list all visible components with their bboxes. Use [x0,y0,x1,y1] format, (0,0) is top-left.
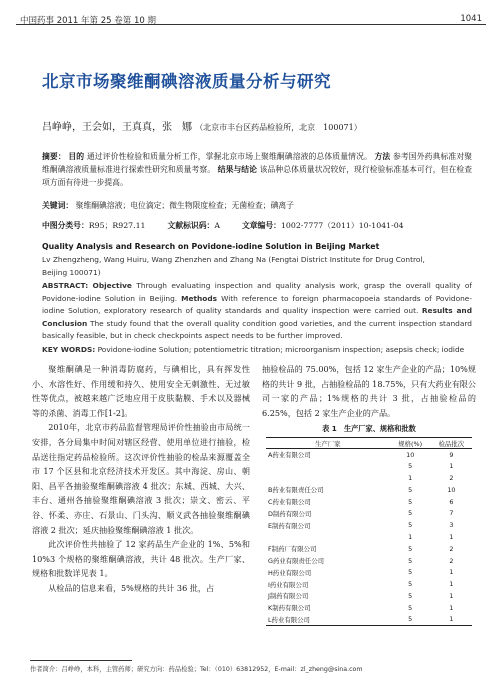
english-keywords [42,344,472,357]
clc-label: 中图分类号： [42,221,89,230]
cell-spec: 5 [408,568,413,577]
en-objective-text: Through evaluating inspection and quality analysis work, grasp the overall quality of Povidone-iodine Solution in Beijing. [42,281,472,303]
english-authors-line1: Lv Zhengzheng, Wang Huiru, Wang Zhenzhen and Zhang Na (Fengtai District Institute for Drug Control, [42,255,425,264]
cell-spec: 5 [408,497,413,506]
col-header-batches: 检品批次 [438,439,465,448]
table-row [266,555,472,567]
cell-batches: 1 [449,580,454,589]
table-row [266,507,472,519]
cell-manufacturer: C药业有限公司 [268,498,311,507]
footnote-rule [30,660,132,661]
cell-spec: 5 [408,462,413,471]
en-keywords-text: Povidone-iodine Solution; potentiometric titration; microorganism inspection; asepsis check; iodide [97,345,465,354]
article-no-label: 文章编号： [241,221,281,230]
cell-batches: 1 [449,603,454,612]
purpose-text: 通过评价性检验和质量分析工作，掌握北京市场上聚维酮碘溶液的总体质量情况。 [86,152,372,161]
cell-manufacturer: I药业有限公司 [268,580,309,589]
clc-field [42,219,146,232]
body-right-column [262,362,476,420]
cell-batches: 1 [449,462,454,471]
cell-batches: 3 [449,521,454,530]
table-title: 表 1 生产厂家、规格和批数 [322,424,416,433]
table-body [266,449,472,626]
en-methods-label: Methods [181,293,218,303]
abstract-label: 摘要： [42,152,66,161]
english-authors-line2: Beijing 100071) [42,267,101,277]
result-label: 结果与结论 [217,165,258,174]
table-row [266,484,472,496]
table-row [266,602,472,614]
doc-code-label: 文献标识码： [167,221,215,230]
page-number: 1041 [460,14,482,24]
cell-spec: 5 [408,603,413,612]
table-row [266,543,472,555]
cell-manufacturer: F制药厂有限公司 [268,545,317,554]
keywords-cn [42,199,472,212]
table-row [266,531,472,543]
table-row [266,590,472,602]
cell-spec: 5 [408,580,413,589]
table-row [266,472,472,484]
body-paragraph: 2010年，北京市药品监督管理局评价性抽验由市局统一安排，各分局集中时间对辖区经营、使用单位进行抽验，检品送往指定药品检验所。这次评价性抽验的检品来源覆盖全市 17 个区县和北京经济技术开发区。其中海淀、房山、朝阳、昌平各抽验聚维酮碘溶液 4 批次；东城、西城、大兴、丰台、通州各抽验聚维酮碘溶液 3 批次；崇文、密云、平谷、怀柔、亦庄、石景山、门头沟、顺义武各抽验聚维酮碘溶液 2 批次；延庆抽验聚维酮碘溶液 1 批次。 [32,422,250,535]
table-row [266,519,472,531]
table-row [266,449,472,461]
cell-batches: 7 [449,509,454,518]
body-paragraph: 抽验检品的 75.00%，包括 12 家生产企业的产品；10%规格的共计 9 批，占抽验检品的 18.75%，只有大药业有限公司一家的产品；1%规格的共计 3 批，占抽验检品的 6.25%，包括 2 家生产企业的产品。 [262,364,476,418]
cell-manufacturer [266,460,390,472]
body-left-column [32,362,250,596]
table-header-row [266,438,472,449]
result-text: 该品种总体质量状况较好，现行检验标准基本可行，但在检查项方面有待进一步提高。 [42,165,473,187]
cell-spec: 1 [408,473,413,482]
cell-batches: 6 [449,497,454,506]
body-paragraph: 此次评价性共抽验了 12 家药品生产企业的 1%、5%和 10%3 个规格的聚维酮碘溶液，共计 48 批次。生产厂家、规格和批数详见表 1。 [32,539,250,579]
clc-value: R95；R927.11 [88,221,146,230]
doc-code-field [168,219,220,232]
cell-spec: 10 [406,450,415,459]
method-label: 方法 [374,152,391,161]
table-1 [266,437,472,626]
cell-spec: 5 [408,485,413,494]
cell-batches: 10 [447,485,456,494]
cell-manufacturer [266,531,390,543]
paper-title: 北京市场聚维酮碘溶液质量分析与研究 [42,72,331,91]
cell-manufacturer: A药业有限公司 [268,451,311,460]
en-objective-label: Objective [92,281,132,290]
header-rule [16,24,486,25]
cell-spec: 5 [408,509,413,518]
cell-batches: 1 [449,615,454,624]
author-names: 吕峥峥，王会如，王真真，张 娜 [42,122,192,133]
col-header-spec: 规格(%) [398,439,423,448]
cell-manufacturer: B药业有限责任公司 [268,486,324,495]
cell-manufacturer: H药业有限公司 [268,568,312,577]
table-row [266,460,472,472]
cell-batches: 1 [449,532,454,541]
body-paragraph: 聚维酮碘是一种消毒防腐药，与碘相比，具有挥发性小、水溶性好、作用缓和持久、使用安全无刺激性、无过敏性等优点，被越来越广泛地应用于皮肤黏膜、手术以及器械等的杀菌、消毒工作[1-2]。 [32,364,250,418]
table-row [266,614,472,626]
keywords-label: 关键词： [42,201,74,210]
cell-spec: 5 [408,591,413,600]
cell-spec: 5 [408,615,413,624]
cell-manufacturer: K制药有限公司 [268,604,311,613]
en-keywords-label: KEY WORDS: [42,345,96,354]
article-no-value: 1002-7777（2011）10-1041-04 [280,221,404,230]
author-affiliation: （北京市丰台区药品检验所，北京 100071） [195,123,362,132]
cell-batches: 1 [449,568,454,577]
journal-info: 中国药事 2011 年第 25 卷第 10 期 [20,16,156,26]
cell-manufacturer: G药业有限责任公司 [268,557,325,566]
cell-batches: 9 [449,450,454,459]
keywords-text: 聚维酮碘溶液；电位滴定；微生物限度检查；无菌检查；碘离子 [75,201,294,210]
cell-batches: 2 [449,473,454,482]
en-results-label: Results and Conclusion [42,306,472,328]
english-authors [42,254,472,279]
article-no-field [242,219,404,232]
cell-spec: 5 [408,544,413,553]
doc-code-value: A [214,221,220,230]
body-paragraph: 从检品的信息来看，5%规格的共计 36 批，占 [48,582,215,593]
cell-manufacturer [266,472,390,484]
table-row [266,496,472,508]
en-results-text: The study found that the overall quality condition good varieties, and the current inspection standard basically feasible, but in check checkpoints aspect needs to be further improved. [42,318,472,340]
author-line [42,118,362,133]
col-header-manufacturer: 生产厂家 [315,439,341,448]
cell-batches: 1 [449,591,454,600]
cell-manufacturer: L药业有限公司 [268,615,310,624]
author-footnote: 作者简介：吕峥峥，本科，主管药师；研究方向：药品检验；Tel：（010）63812952，E-mail：zl_zheng@sina.com [30,666,363,673]
abstract-cn [42,150,472,189]
cell-spec: 1 [408,532,413,541]
english-abstract [42,280,472,343]
en-methods-text: With reference to foreign pharmacopoeia standards of Povidone-iodine Solution, exploratory research of quality standards and quality inspection were carried out. [42,293,472,315]
cell-batches: 2 [449,544,454,553]
cell-manufacturer: J制药有限公司 [268,592,309,601]
table-row [266,566,472,578]
cell-manufacturer: D制药有限公司 [268,509,312,518]
english-title: Quality Analysis and Research on Povidone-iodine Solution in Beijing Market [42,242,380,251]
method-text: 参考国外药典标准对聚维酮碘溶液质量标准进行探索性研究和质量考察。 [42,152,473,174]
en-abstract-label: ABSTRACT: [42,281,89,290]
cell-spec: 5 [408,521,413,530]
cell-manufacturer: E制药有限公司 [268,521,311,530]
cell-spec: 5 [408,556,413,565]
table-row [266,578,472,590]
cell-batches: 2 [449,556,454,565]
purpose-label: 目的 [68,152,85,161]
classification-line [42,219,472,232]
